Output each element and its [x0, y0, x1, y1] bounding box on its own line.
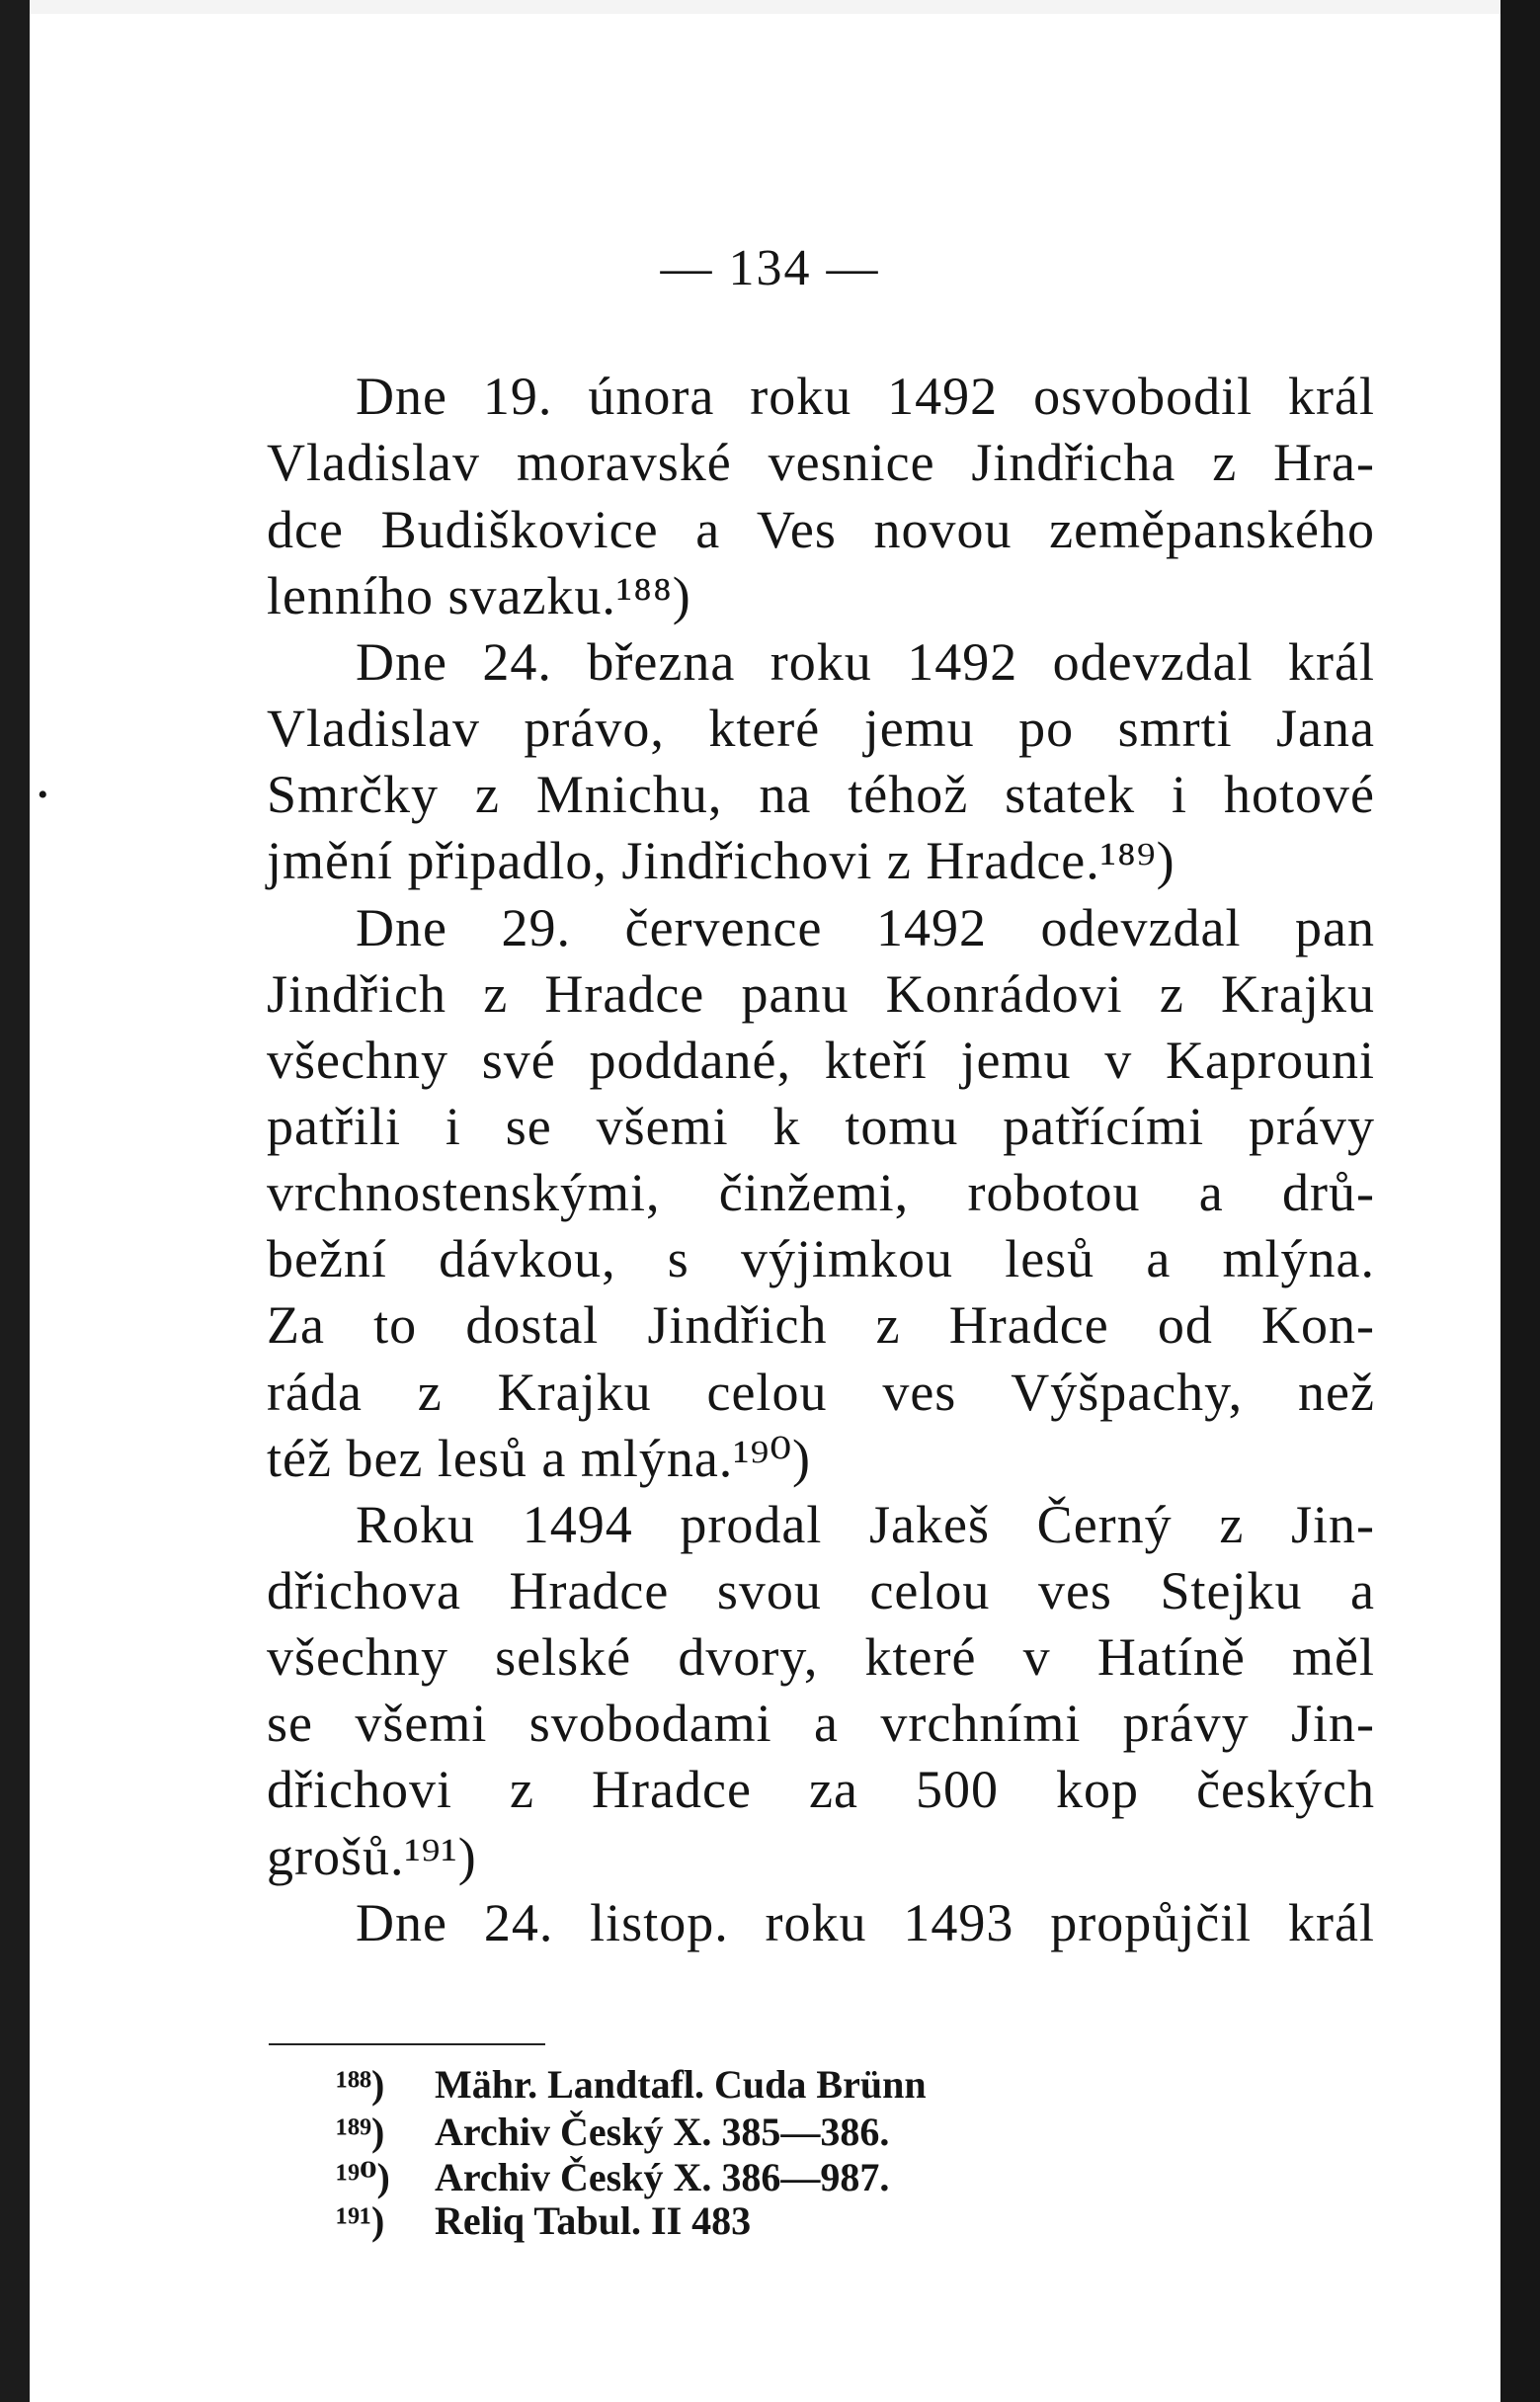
- footnote: [336, 2199, 751, 2243]
- text-line: patřili i se všemi k tomu patřícími právy: [267, 1097, 1375, 1156]
- footnote-text: Reliq Tabul. II 483: [435, 2198, 752, 2243]
- text-line: Dne 29. července 1492 odevzdal pan: [356, 898, 1375, 957]
- text-line: bežní dávkou, s výjimkou lesů a mlýna.: [267, 1229, 1375, 1288]
- text-line: Za to dostal Jindřich z Hradce od Kon-: [267, 1295, 1375, 1355]
- text-line: Vladislav právo, které jemu po smrti Jana: [267, 699, 1375, 758]
- footnote-mark: ¹⁸⁸): [336, 2062, 385, 2107]
- text-line: dřichova Hradce svou celou ves Stejku a: [267, 1561, 1375, 1620]
- text-line: všechny selské dvory, které v Hatíně měl: [267, 1627, 1375, 1687]
- text-line: lenního svazku.¹⁸⁸): [267, 566, 691, 625]
- text-line: Smrčky z Mnichu, na téhož statek i hotové: [267, 765, 1375, 824]
- text-line: grošů.¹⁹¹): [267, 1827, 477, 1886]
- text-line: všechny své poddané, kteří jemu v Kaprouni: [267, 1031, 1375, 1090]
- footnote-mark: ¹⁹¹): [336, 2198, 385, 2243]
- footnote-text: Mähr. Landtafl. Cuda Brünn: [435, 2062, 927, 2107]
- text-line: Dne 24. listop. roku 1493 propůjčil král: [356, 1893, 1375, 1952]
- footnote-text: Archiv Český X. 385—386.: [435, 2110, 890, 2154]
- scan-border-left: [0, 0, 30, 2402]
- text-line: Roku 1494 prodal Jakeš Černý z Jin-: [356, 1495, 1375, 1554]
- page-top-edge: [0, 0, 1540, 14]
- text-line: Dne 19. února roku 1492 osvobodil král: [356, 367, 1375, 426]
- footnote-mark: ¹⁸⁹): [336, 2110, 385, 2154]
- footnote-mark: ¹⁹⁰): [336, 2155, 390, 2199]
- text-line: dřichovi z Hradce za 500 kop českých: [267, 1760, 1375, 1819]
- scan-border-right: [1500, 0, 1540, 2402]
- footnote: [336, 2063, 927, 2107]
- text-line: ráda z Krajku celou ves Výšpachy, než: [267, 1363, 1375, 1422]
- footnote-text: Archiv Český X. 386—987.: [435, 2155, 890, 2199]
- footnote: [336, 2111, 889, 2154]
- text-line: Vladislav moravské vesnice Jindřicha z Hra-: [267, 433, 1375, 492]
- text-line: Jindřich z Hradce panu Konrádovi z Krajku: [267, 964, 1375, 1024]
- footnote: [336, 2156, 889, 2199]
- text-line: jmění připadlo, Jindřichovi z Hradce.¹⁸⁹): [267, 831, 1175, 890]
- text-line: dce Budiškovice a Ves novou zeměpanského: [267, 500, 1375, 559]
- page-number: — 134 —: [660, 240, 880, 296]
- text-line: též bez lesů a mlýna.¹⁹⁰): [267, 1429, 811, 1488]
- text-line: se všemi svobodami a vrchními právy Jin-: [267, 1694, 1375, 1753]
- text-line: vrchnostenskými, činžemi, robotou a drů-: [267, 1163, 1375, 1222]
- footnote-rule: [269, 2043, 545, 2045]
- margin-mark: •: [38, 779, 48, 811]
- text-line: Dne 24. března roku 1492 odevzdal král: [356, 632, 1375, 692]
